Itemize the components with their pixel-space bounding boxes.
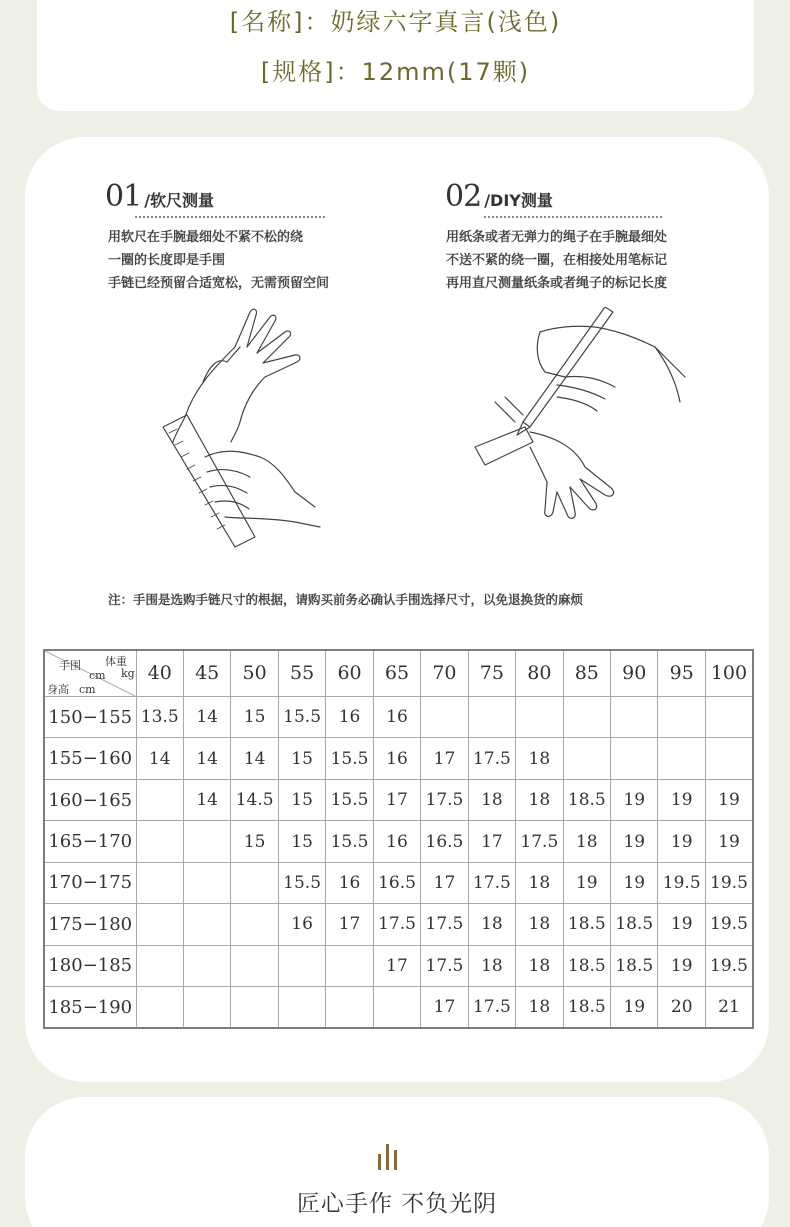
step2-desc-line: 再用直尺测量纸条或者绳子的标记长度 [446, 276, 668, 291]
step1-number: 01 [105, 179, 142, 214]
wrist-size-cell: 19 [611, 821, 658, 862]
wrist-size-cell: 14 [183, 779, 230, 820]
wrist-size-cell: 19 [658, 779, 705, 820]
wrist-size-cell [326, 945, 373, 986]
wrist-size-cell: 14 [183, 696, 230, 737]
wrist-size-cell: 21 [705, 987, 753, 1028]
wrist-size-cell: 19 [611, 779, 658, 820]
wrist-size-cell [468, 696, 515, 737]
step1-desc-line: 手链已经预留合适宽松，无需预留空间 [108, 276, 330, 291]
wrist-size-cell: 16 [373, 738, 420, 779]
height-range-cell: 150−155 [44, 696, 136, 737]
height-range-cell: 175−180 [44, 904, 136, 945]
step1-desc-line: 用软尺在手腕最细处不紧不松的绕 [108, 230, 304, 245]
wrist-size-cell [231, 862, 278, 903]
wrist-size-cell: 19.5 [705, 904, 753, 945]
weight-header-cell: 55 [278, 650, 325, 696]
weight-header-cell: 75 [468, 650, 515, 696]
wrist-size-cell: 18 [516, 862, 563, 903]
wrist-size-cell: 16 [373, 696, 420, 737]
weight-header-cell: 70 [421, 650, 468, 696]
wrist-size-cell: 17.5 [421, 904, 468, 945]
wrist-size-cell: 17.5 [468, 987, 515, 1028]
wrist-size-cell: 14 [183, 738, 230, 779]
wrist-size-cell: 18.5 [611, 945, 658, 986]
height-range-cell: 185−190 [44, 987, 136, 1028]
wrist-size-cell [705, 696, 753, 737]
wrist-size-cell [563, 738, 610, 779]
wrist-size-cell [183, 987, 230, 1028]
step2-desc-line: 用纸条或者无弹力的绳子在手腕最细处 [446, 230, 668, 245]
height-range-cell: 180−185 [44, 945, 136, 986]
wrist-size-cell: 19 [611, 862, 658, 903]
wrist-size-cell [658, 738, 705, 779]
wrist-size-cell: 19 [658, 821, 705, 862]
step1-divider [135, 216, 325, 218]
wrist-size-cell [136, 945, 183, 986]
wrist-size-cell: 17.5 [421, 945, 468, 986]
brand-slogan-card [25, 1097, 769, 1227]
wrist-size-cell: 18 [516, 945, 563, 986]
wrist-size-cell: 17.5 [468, 862, 515, 903]
wrist-size-cell: 15.5 [278, 862, 325, 903]
table-row [44, 987, 753, 1028]
wrist-size-cell: 18 [516, 779, 563, 820]
table-row [44, 945, 753, 986]
wrist-size-cell: 18 [468, 945, 515, 986]
wrist-size-cell: 15 [231, 821, 278, 862]
product-info-card [37, 0, 754, 111]
wrist-size-cell: 18 [468, 779, 515, 820]
height-range-cell: 160−165 [44, 779, 136, 820]
corner-weight-label: 体重 [105, 655, 127, 668]
corner-cm-label: cm [79, 683, 96, 696]
wrist-size-cell: 14.5 [231, 779, 278, 820]
wrist-size-cell: 19 [611, 987, 658, 1028]
diy-strip-measure-illustration [445, 307, 745, 567]
step1-title: /软尺测量 [144, 191, 215, 210]
wrist-size-cell: 18 [516, 904, 563, 945]
step2-number: 02 [445, 179, 482, 214]
weight-header-cell: 80 [516, 650, 563, 696]
wrist-size-cell [658, 696, 705, 737]
wrist-size-cell [183, 821, 230, 862]
wrist-size-cell: 15 [231, 696, 278, 737]
wrist-size-cell [278, 945, 325, 986]
table-row [44, 904, 753, 945]
wrist-size-cell: 15 [278, 779, 325, 820]
wrist-size-cell [611, 738, 658, 779]
wrist-size-cell: 18 [468, 904, 515, 945]
table-row [44, 738, 753, 779]
soft-tape-measure-illustration [145, 307, 325, 557]
wrist-size-cell [136, 904, 183, 945]
wrist-size-cell: 17 [468, 821, 515, 862]
weight-header-cell: 95 [658, 650, 705, 696]
height-range-cell: 170−175 [44, 862, 136, 903]
wrist-size-cell: 13.5 [136, 696, 183, 737]
wrist-size-cell: 15.5 [326, 779, 373, 820]
weight-header-cell: 50 [231, 650, 278, 696]
size-chart-table [43, 649, 754, 1029]
wrist-size-cell: 19 [563, 862, 610, 903]
wrist-size-cell [373, 987, 420, 1028]
weight-header-cell: 90 [611, 650, 658, 696]
wrist-size-cell: 20 [658, 987, 705, 1028]
wrist-size-cell: 15.5 [326, 821, 373, 862]
wrist-size-cell: 14 [136, 738, 183, 779]
wrist-size-cell [705, 738, 753, 779]
wrist-size-cell: 18.5 [611, 904, 658, 945]
wrist-size-cell: 17 [421, 987, 468, 1028]
slogan-text: 匠心手作 不负光阴 [296, 1191, 498, 1217]
wrist-size-cell [136, 821, 183, 862]
wrist-size-cell: 18 [516, 987, 563, 1028]
table-corner-cell [44, 650, 136, 696]
wrist-size-cell: 19 [658, 945, 705, 986]
size-note: 注：手围是选购手链尺寸的根据，请购买前务必确认手围选择尺寸，以免退换货的麻烦 [108, 592, 584, 607]
weight-header-cell: 60 [326, 650, 373, 696]
step1-heading [105, 179, 214, 214]
wrist-size-cell [563, 696, 610, 737]
wrist-size-cell: 17 [326, 904, 373, 945]
wrist-size-cell [136, 779, 183, 820]
wrist-size-cell: 16 [278, 904, 325, 945]
step1-desc-line: 一圈的长度即是手围 [108, 253, 226, 268]
wrist-size-cell: 17 [373, 779, 420, 820]
wrist-size-cell: 18 [563, 821, 610, 862]
wrist-size-cell: 19 [705, 821, 753, 862]
weight-header-cell: 40 [136, 650, 183, 696]
corner-cm-label: cm [89, 669, 106, 682]
weight-header-cell: 100 [705, 650, 753, 696]
step2-heading [445, 179, 553, 214]
wrist-size-cell: 16.5 [421, 821, 468, 862]
corner-kg-label: kg [121, 667, 135, 680]
wrist-size-cell: 18.5 [563, 945, 610, 986]
wrist-size-cell: 18.5 [563, 779, 610, 820]
table-row [44, 779, 753, 820]
wrist-size-cell [231, 987, 278, 1028]
wrist-size-cell: 19 [705, 779, 753, 820]
wrist-size-cell: 16 [326, 862, 373, 903]
wrist-size-cell: 16 [373, 821, 420, 862]
corner-wrist-label: 手围 [59, 659, 81, 672]
step2-description [446, 226, 667, 295]
wrist-size-cell: 17.5 [421, 779, 468, 820]
weight-header-cell: 85 [563, 650, 610, 696]
wrist-size-cell: 15.5 [326, 738, 373, 779]
brush-strokes-icon [377, 1142, 403, 1172]
wrist-size-cell [136, 987, 183, 1028]
size-guide-card [25, 137, 769, 1082]
wrist-size-cell: 18.5 [563, 987, 610, 1028]
wrist-size-cell: 17 [421, 862, 468, 903]
wrist-size-cell: 16.5 [373, 862, 420, 903]
wrist-size-cell: 15 [278, 738, 325, 779]
step2-desc-line: 不送不紧的绕一圈，在相接处用笔标记 [446, 253, 668, 268]
height-range-cell: 165−170 [44, 821, 136, 862]
wrist-size-cell: 17.5 [373, 904, 420, 945]
wrist-size-cell: 19.5 [705, 945, 753, 986]
wrist-size-cell [516, 696, 563, 737]
wrist-size-cell: 18.5 [563, 904, 610, 945]
wrist-size-cell [278, 987, 325, 1028]
table-row [44, 862, 753, 903]
wrist-size-cell [183, 904, 230, 945]
wrist-size-cell [231, 904, 278, 945]
wrist-size-cell [326, 987, 373, 1028]
weight-header-cell: 45 [183, 650, 230, 696]
corner-height-label: 身高 [47, 683, 69, 696]
wrist-size-cell: 16 [326, 696, 373, 737]
wrist-size-cell: 15 [278, 821, 325, 862]
product-name: [名称]：奶绿六字真言(浅色) [229, 8, 562, 36]
wrist-size-cell [611, 696, 658, 737]
height-range-cell: 155−160 [44, 738, 136, 779]
wrist-size-cell: 17.5 [468, 738, 515, 779]
wrist-size-cell: 18 [516, 738, 563, 779]
step1-description [108, 226, 329, 295]
product-spec: [规格]：12mm(17颗) [260, 58, 531, 86]
wrist-size-cell: 19.5 [658, 862, 705, 903]
wrist-size-cell [421, 696, 468, 737]
table-header-row [44, 650, 753, 696]
wrist-size-cell: 17 [373, 945, 420, 986]
wrist-size-cell: 19 [658, 904, 705, 945]
wrist-size-cell: 19.5 [705, 862, 753, 903]
wrist-size-cell: 15.5 [278, 696, 325, 737]
wrist-size-cell [183, 862, 230, 903]
wrist-size-cell: 17 [421, 738, 468, 779]
wrist-size-cell [231, 945, 278, 986]
wrist-size-cell [136, 862, 183, 903]
wrist-size-cell: 14 [231, 738, 278, 779]
wrist-size-cell [183, 945, 230, 986]
table-row [44, 696, 753, 737]
step2-divider [484, 216, 662, 218]
table-row [44, 821, 753, 862]
step2-title: /DIY测量 [484, 191, 553, 210]
weight-header-cell: 65 [373, 650, 420, 696]
wrist-size-cell: 17.5 [516, 821, 563, 862]
